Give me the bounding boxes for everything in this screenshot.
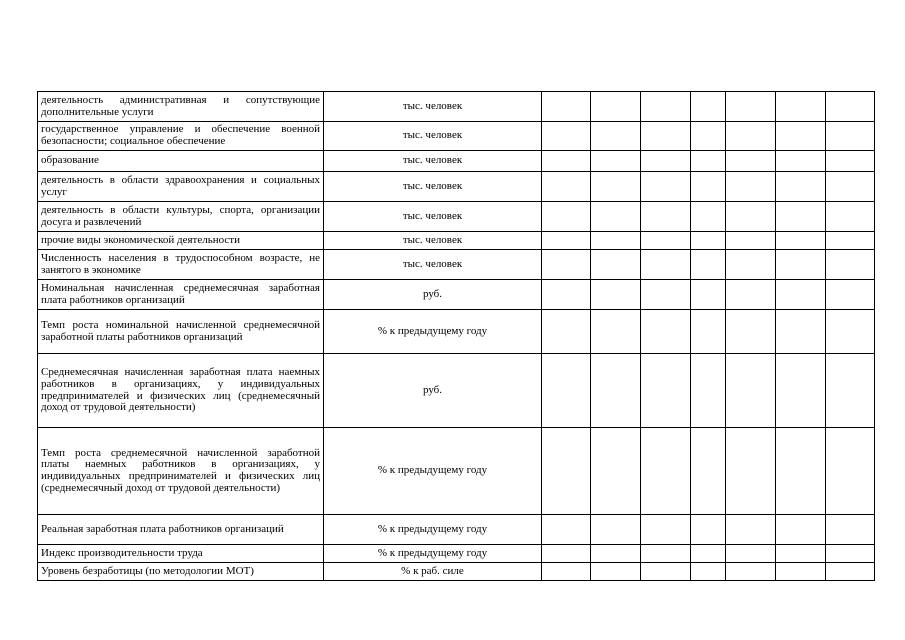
indicator-name-cell: Среднемесячная начисленная заработная плата наемных работников в организациях, у индивидуальных предпринимателей и физических лиц (среднемесячный доход от трудовой деятельности) — [38, 354, 324, 428]
value-cell — [591, 92, 641, 122]
value-cell — [641, 172, 691, 202]
value-cell — [542, 151, 591, 172]
value-cell — [542, 250, 591, 280]
value-cell — [776, 310, 826, 354]
value-cell — [826, 151, 875, 172]
value-cell — [641, 515, 691, 545]
value-cell — [691, 172, 726, 202]
value-cell — [726, 151, 776, 172]
value-cell — [691, 428, 726, 515]
table-row — [38, 250, 875, 280]
value-cell — [542, 280, 591, 310]
value-cell — [726, 310, 776, 354]
value-cell — [826, 563, 875, 581]
table-row — [38, 310, 875, 354]
value-cell — [691, 202, 726, 232]
value-cell — [591, 232, 641, 250]
value-cell — [542, 563, 591, 581]
indicator-name-cell: прочие виды экономической деятельности — [38, 232, 324, 250]
indicator-name-cell: деятельность в области культуры, спорта, организации досуга и развлечений — [38, 202, 324, 232]
value-cell — [726, 545, 776, 563]
value-cell — [542, 545, 591, 563]
unit-cell: % к предыдущему году — [324, 515, 542, 545]
table-row — [38, 202, 875, 232]
value-cell — [542, 232, 591, 250]
table-row — [38, 122, 875, 151]
indicator-name-cell: Индекс производительности труда — [38, 545, 324, 563]
value-cell — [591, 515, 641, 545]
table-row — [38, 545, 875, 563]
value-cell — [591, 563, 641, 581]
value-cell — [591, 545, 641, 563]
value-cell — [826, 172, 875, 202]
unit-cell: руб. — [324, 354, 542, 428]
indicator-name-cell: деятельность в области здравоохранения и социальных услуг — [38, 172, 324, 202]
unit-cell: тыс. человек — [324, 232, 542, 250]
unit-cell: тыс. человек — [324, 151, 542, 172]
value-cell — [641, 250, 691, 280]
value-cell — [726, 428, 776, 515]
unit-cell: % к предыдущему году — [324, 545, 542, 563]
value-cell — [641, 122, 691, 151]
value-cell — [691, 92, 726, 122]
unit-cell: тыс. человек — [324, 92, 542, 122]
value-cell — [641, 310, 691, 354]
value-cell — [776, 563, 826, 581]
value-cell — [691, 563, 726, 581]
value-cell — [542, 202, 591, 232]
table-row — [38, 515, 875, 545]
table-row — [38, 563, 875, 581]
value-cell — [726, 250, 776, 280]
table-body — [38, 92, 875, 581]
indicator-name-cell: Темп роста среднемесячной начисленной заработной платы наемных работников в организациях, у индивидуальных предпринимателей и физических лиц (среднемесячный доход от трудовой деятельности) — [38, 428, 324, 515]
unit-cell: руб. — [324, 280, 542, 310]
value-cell — [726, 280, 776, 310]
value-cell — [826, 122, 875, 151]
value-cell — [776, 92, 826, 122]
indicator-name-cell: Темп роста номинальной начисленной среднемесячной заработной платы работников организаций — [38, 310, 324, 354]
value-cell — [641, 545, 691, 563]
value-cell — [641, 202, 691, 232]
unit-cell: тыс. человек — [324, 250, 542, 280]
value-cell — [641, 563, 691, 581]
value-cell — [641, 232, 691, 250]
value-cell — [691, 310, 726, 354]
value-cell — [776, 151, 826, 172]
value-cell — [826, 250, 875, 280]
value-cell — [641, 280, 691, 310]
value-cell — [726, 232, 776, 250]
value-cell — [726, 354, 776, 428]
value-cell — [776, 122, 826, 151]
value-cell — [641, 151, 691, 172]
value-cell — [691, 232, 726, 250]
table-row — [38, 92, 875, 122]
value-cell — [826, 92, 875, 122]
value-cell — [691, 250, 726, 280]
value-cell — [826, 515, 875, 545]
value-cell — [726, 122, 776, 151]
value-cell — [691, 151, 726, 172]
indicator-name-cell: государственное управление и обеспечение военной безопасности; социальное обеспечение — [38, 122, 324, 151]
value-cell — [776, 232, 826, 250]
value-cell — [691, 280, 726, 310]
value-cell — [542, 172, 591, 202]
table-row — [38, 280, 875, 310]
value-cell — [591, 354, 641, 428]
indicator-name-cell: образование — [38, 151, 324, 172]
value-cell — [591, 202, 641, 232]
value-cell — [591, 280, 641, 310]
value-cell — [776, 515, 826, 545]
unit-cell: тыс. человек — [324, 122, 542, 151]
value-cell — [542, 92, 591, 122]
value-cell — [776, 280, 826, 310]
value-cell — [826, 232, 875, 250]
value-cell — [826, 310, 875, 354]
value-cell — [542, 354, 591, 428]
value-cell — [826, 545, 875, 563]
indicator-name-cell: Номинальная начисленная среднемесячная заработная плата работников организаций — [38, 280, 324, 310]
value-cell — [591, 172, 641, 202]
value-cell — [826, 354, 875, 428]
value-cell — [591, 310, 641, 354]
value-cell — [726, 202, 776, 232]
table-row — [38, 172, 875, 202]
value-cell — [826, 428, 875, 515]
value-cell — [776, 202, 826, 232]
value-cell — [591, 428, 641, 515]
unit-cell: % к предыдущему году — [324, 428, 542, 515]
value-cell — [776, 354, 826, 428]
table-row — [38, 232, 875, 250]
value-cell — [726, 515, 776, 545]
table-row — [38, 428, 875, 515]
value-cell — [641, 92, 691, 122]
table-row — [38, 354, 875, 428]
value-cell — [726, 172, 776, 202]
value-cell — [641, 428, 691, 515]
unit-cell: % к раб. силе — [324, 563, 542, 581]
unit-cell: тыс. человек — [324, 202, 542, 232]
value-cell — [776, 428, 826, 515]
value-cell — [776, 545, 826, 563]
indicators-table — [37, 91, 875, 581]
indicator-name-cell: Уровень безработицы (по методологии МОТ) — [38, 563, 324, 581]
value-cell — [726, 92, 776, 122]
value-cell — [776, 250, 826, 280]
value-cell — [776, 172, 826, 202]
value-cell — [826, 280, 875, 310]
value-cell — [726, 563, 776, 581]
value-cell — [826, 202, 875, 232]
value-cell — [591, 250, 641, 280]
indicator-name-cell: деятельность административная и сопутствующие дополнительные услуги — [38, 92, 324, 122]
value-cell — [691, 545, 726, 563]
value-cell — [641, 354, 691, 428]
value-cell — [542, 122, 591, 151]
value-cell — [591, 151, 641, 172]
unit-cell: тыс. человек — [324, 172, 542, 202]
value-cell — [542, 310, 591, 354]
value-cell — [542, 515, 591, 545]
value-cell — [691, 515, 726, 545]
table-row — [38, 151, 875, 172]
value-cell — [691, 122, 726, 151]
value-cell — [542, 428, 591, 515]
indicator-name-cell: Численность населения в трудоспособном возрасте, не занятого в экономике — [38, 250, 324, 280]
indicator-name-cell: Реальная заработная плата работников организаций — [38, 515, 324, 545]
unit-cell: % к предыдущему году — [324, 310, 542, 354]
value-cell — [591, 122, 641, 151]
value-cell — [691, 354, 726, 428]
